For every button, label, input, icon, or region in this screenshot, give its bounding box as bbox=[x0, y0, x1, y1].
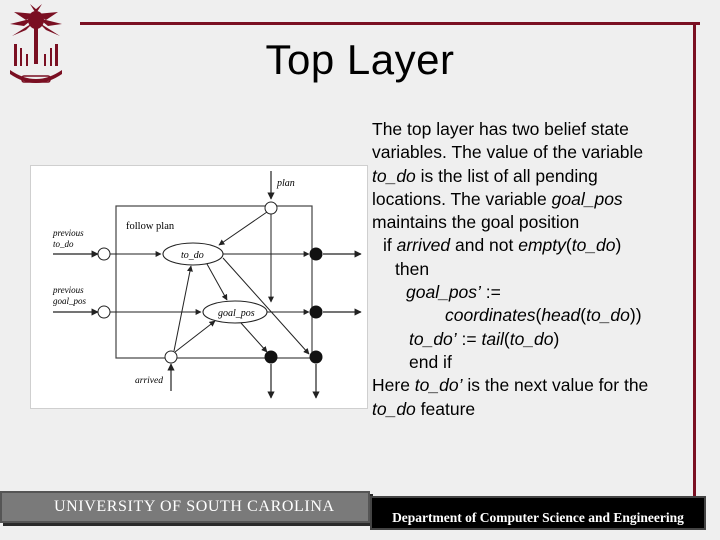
body-line: coordinates(head(to_do)) bbox=[445, 305, 642, 326]
previous-goal-label-2: goal_pos bbox=[53, 296, 87, 306]
body-line: maintains the goal position bbox=[372, 212, 580, 233]
previous-to-do-label-1: previous bbox=[53, 228, 84, 238]
university-footer: UNIVERSITY OF SOUTH CAROLINA bbox=[0, 491, 370, 523]
body-line: end if bbox=[409, 351, 452, 372]
body-line: The top layer has two belief state bbox=[372, 119, 629, 139]
plan-label: plan bbox=[277, 178, 295, 189]
body-line: locations. The variable goal_pos bbox=[372, 188, 623, 209]
body-line: variables. The value of the variable bbox=[372, 142, 644, 163]
box-label: follow plan bbox=[126, 221, 175, 232]
previous-to-do-label-2: to_do bbox=[53, 239, 74, 249]
goal-pos-node-label: goal_pos bbox=[218, 308, 255, 319]
body-line: goal_pos’ := bbox=[406, 282, 501, 303]
body-line: if arrived and not empty(to_do) bbox=[383, 235, 622, 256]
belief-network-figure bbox=[30, 165, 368, 409]
frame-top-border bbox=[80, 22, 700, 25]
department-footer: Department of Computer Science and Engineering bbox=[370, 496, 706, 530]
arrived-label: arrived bbox=[135, 376, 163, 386]
previous-goal-label-1: previous bbox=[53, 285, 84, 295]
body-text bbox=[372, 118, 702, 421]
body-line: to_do feature bbox=[372, 398, 476, 419]
bottom-output-port-1 bbox=[265, 351, 278, 364]
slide-title: Top Layer bbox=[265, 36, 455, 83]
bottom-output-port-2 bbox=[310, 351, 323, 364]
body-line: to_do is the list of all pending bbox=[372, 165, 598, 186]
body-line: then bbox=[395, 258, 430, 279]
previous-to-do-port bbox=[98, 248, 110, 260]
to-do-output-port bbox=[310, 248, 323, 261]
body-line: Here to_do’ is the next value for the bbox=[372, 375, 649, 396]
body-line: to_do’ := tail(to_do) bbox=[409, 328, 560, 349]
arrived-port bbox=[165, 351, 177, 363]
to-do-node-label: to_do bbox=[181, 250, 204, 261]
belief-network-diagram bbox=[31, 166, 367, 408]
goal-pos-output-port bbox=[310, 306, 323, 319]
previous-goal-port bbox=[98, 306, 110, 318]
